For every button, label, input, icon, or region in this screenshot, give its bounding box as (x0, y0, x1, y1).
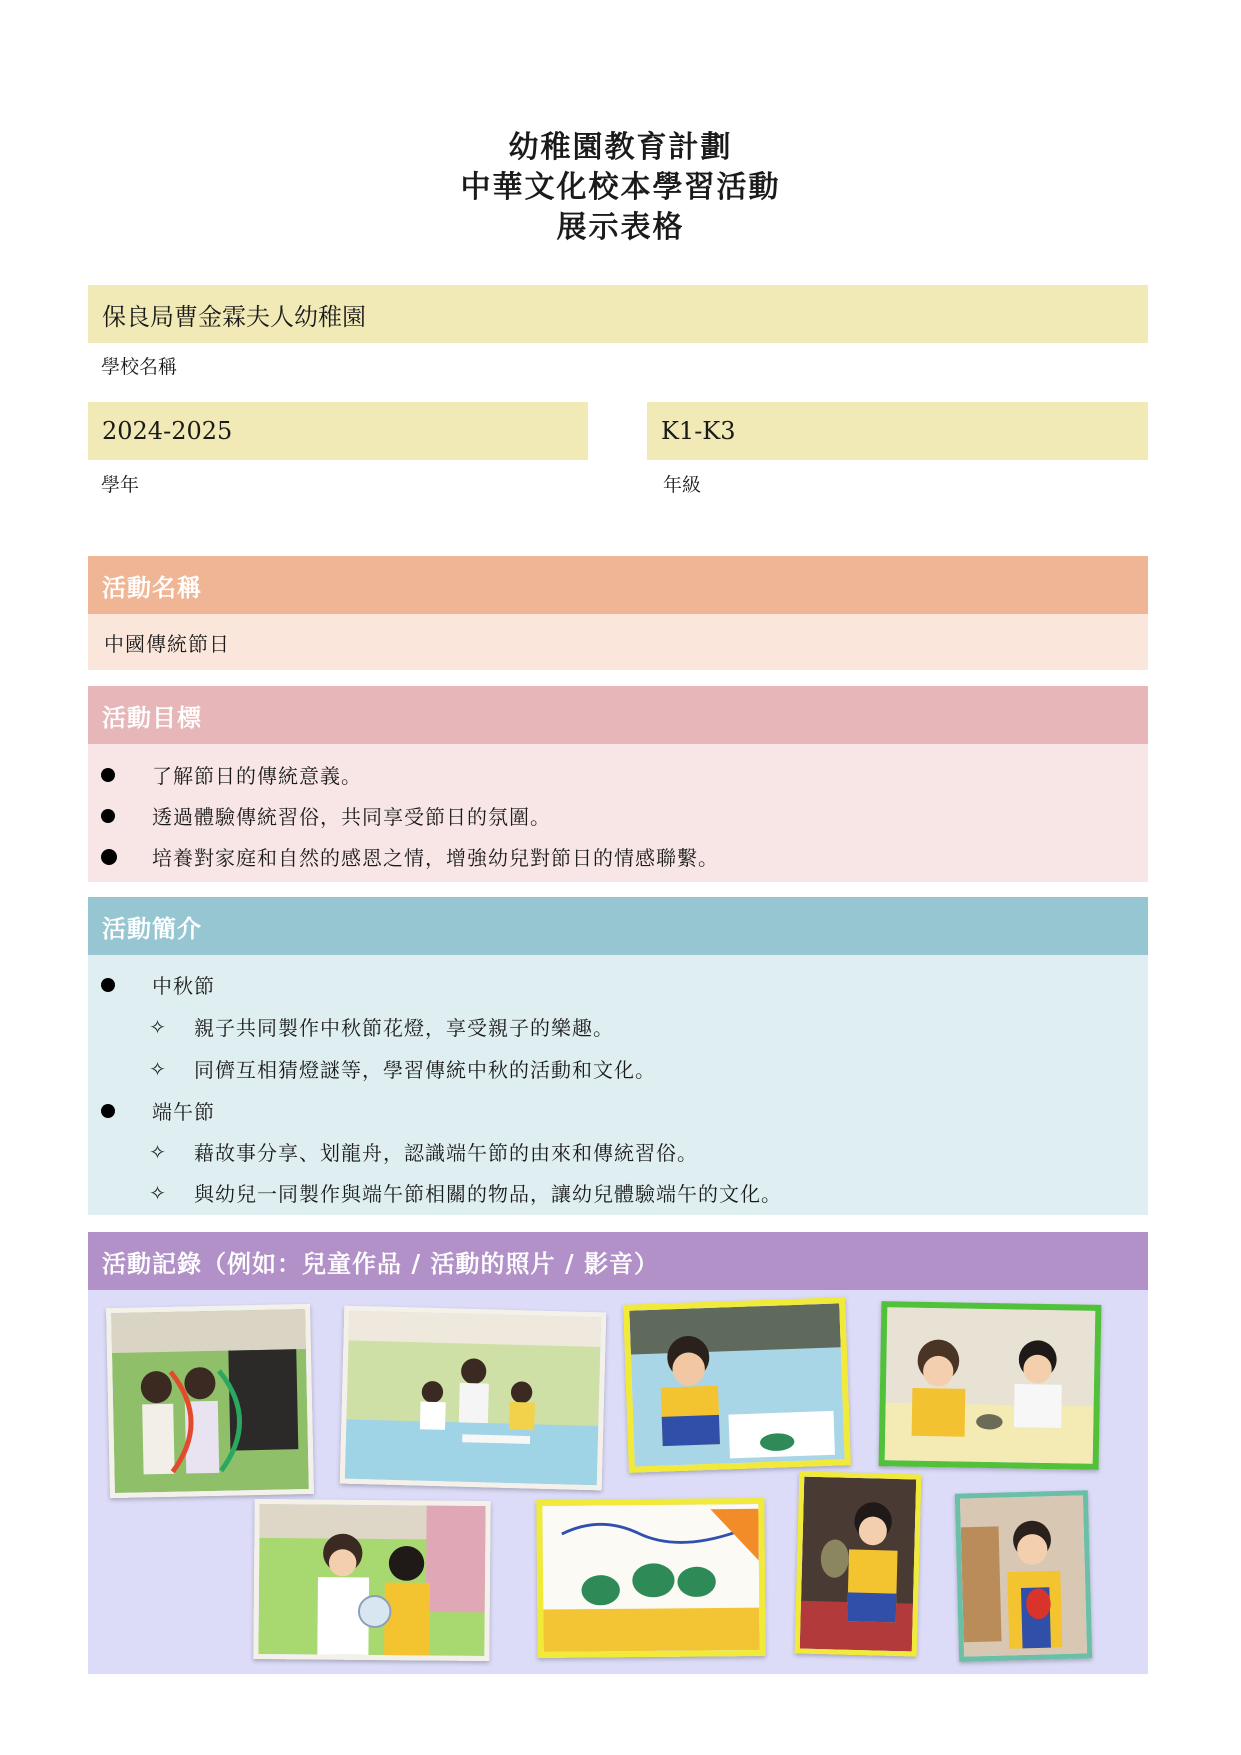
photo-boy-holding-craft (795, 1471, 922, 1656)
title-line-1: 幼稚園教育計劃 (508, 130, 733, 165)
bullet-dot-icon (101, 809, 115, 823)
photo-boy-with-craft (955, 1490, 1092, 1661)
grade-field: K1-K3 (647, 402, 1148, 460)
records-heading: 活動記錄（例如：兒童作品 / 活動的照片 / 影音） (88, 1232, 1148, 1290)
photo-children-crafting (879, 1301, 1102, 1470)
objective-item: 了解節日的傳統意義。 (101, 760, 362, 789)
photo-archery-children (106, 1304, 314, 1498)
photo-classroom-lantern-making (340, 1306, 607, 1491)
star-outline-icon: ✧ (149, 1056, 167, 1081)
introduction-heading: 活動簡介 (88, 897, 1148, 955)
festival-point: ✧ 藉故事分享、划龍舟，認識端午節的由來和傳統習俗。 (149, 1139, 698, 1165)
festival-item: 中秋節 (101, 970, 215, 999)
photo-child-artwork (536, 1498, 765, 1658)
school-year-caption: 學年 (101, 474, 140, 496)
star-outline-icon: ✧ (149, 1139, 167, 1164)
objective-item: 透過體驗傳統習俗，共同享受節日的氛圍。 (101, 801, 551, 830)
grade-caption: 年級 (663, 474, 702, 496)
festival-point: ✧ 親子共同製作中秋節花燈，享受親子的樂趣。 (149, 1014, 614, 1040)
bullet-dot-icon (101, 1104, 115, 1118)
festival-item: 端午節 (101, 1096, 215, 1125)
star-outline-icon: ✧ (149, 1014, 167, 1039)
title-line-3: 展示表格 (556, 210, 685, 245)
school-year-field: 2024-2025 (88, 402, 588, 460)
objective-item: 培養對家庭和自然的感恩之情，增強幼兒對節日的情感聯繫。 (101, 842, 719, 871)
school-name-field: 保良局曹金霖夫人幼稚園 (88, 285, 1148, 343)
bullet-dot-icon (101, 978, 115, 992)
photo-teacher-and-child (253, 1499, 490, 1661)
festival-point: ✧ 與幼兒一同製作與端午節相關的物品，讓幼兒體驗端午的文化。 (149, 1180, 782, 1206)
star-outline-icon: ✧ (149, 1180, 167, 1205)
title-line-2: 中華文化校本學習活動 (460, 170, 781, 205)
photo-boy-drawing (623, 1297, 851, 1473)
school-name-caption: 學校名稱 (101, 356, 178, 378)
objectives-heading: 活動目標 (88, 686, 1148, 744)
activity-name-value: 中國傳統節日 (104, 632, 230, 656)
bullet-dot-icon (101, 768, 115, 782)
page-title (0, 128, 1241, 248)
festival-point: ✧ 同儕互相猜燈謎等，學習傳統中秋的活動和文化。 (149, 1056, 656, 1082)
bullet-dot-icon (101, 849, 117, 865)
activity-name-heading: 活動名稱 (88, 556, 1148, 614)
introduction-body (88, 955, 1148, 1215)
activity-name-body (88, 614, 1148, 670)
objectives-body (88, 744, 1148, 882)
